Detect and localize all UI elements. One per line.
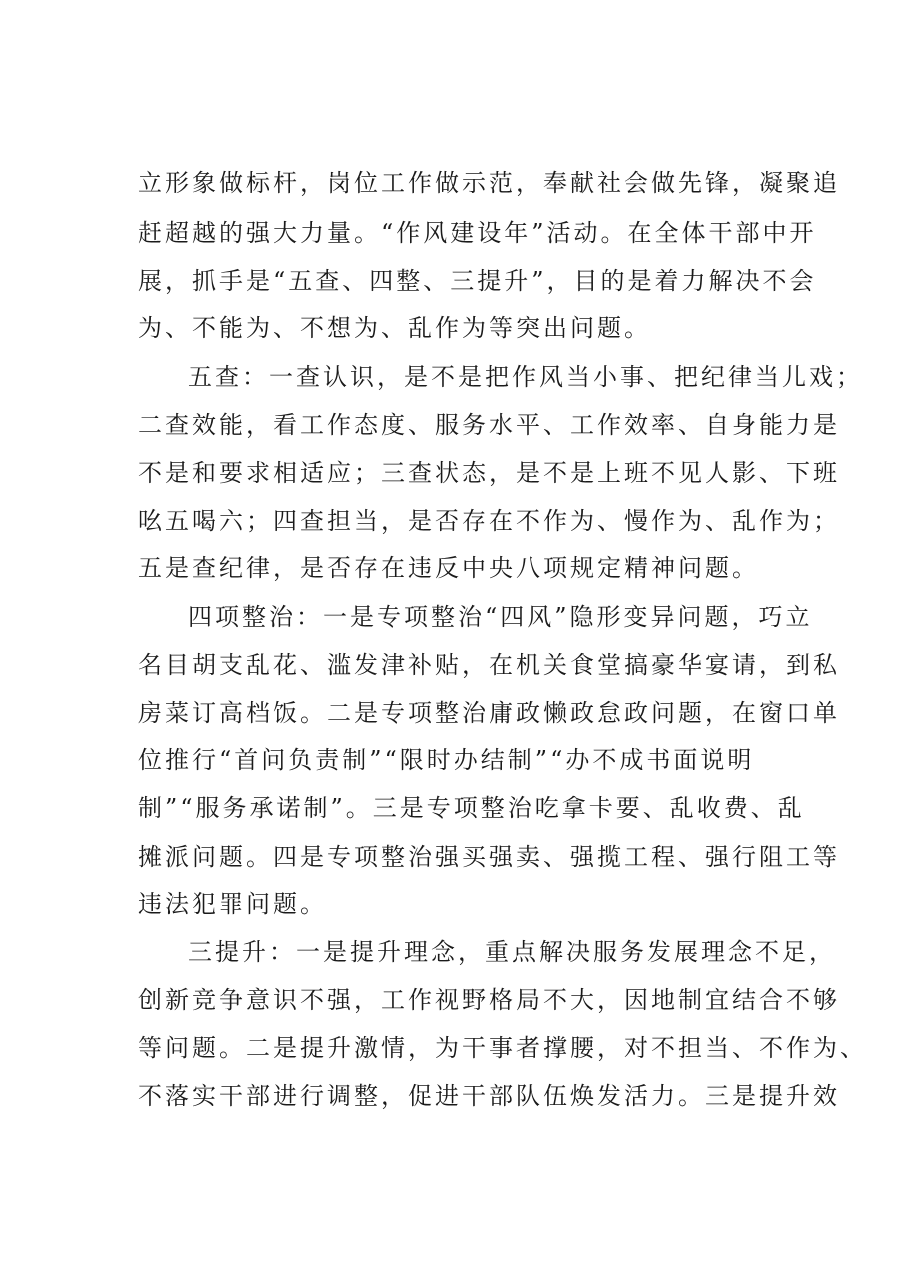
text-line: 房菜订高档饭。二是专项整治庸政懒政怠政问题，在窗口单 <box>138 699 840 727</box>
text-line: 五是查纪律，是否存在违反中央八项规定精神问题。 <box>138 554 759 582</box>
text-line: 名目胡支乱花、滥发津补贴，在机关食堂搞豪华宴请，到私 <box>138 651 840 679</box>
text-line: 位推行“首问负责制”“限时办结制”“办不成书面说明 <box>138 746 755 774</box>
text-line: 展，抓手是“五查、四整、三提升”，目的是着力解决不会 <box>138 267 817 295</box>
text-line: 二查效能，看工作态度、服务水平、工作效率、自身能力是 <box>138 411 840 439</box>
text-line: 赶超越的强大力量。“作风建设年”活动。在全体干部中开 <box>138 219 817 247</box>
paragraph-first-line: 五查：一查认识，是不是把作风当小事、把纪律当儿戏； <box>188 363 863 391</box>
text-line: 不落实干部进行调整，促进干部队伍焕发活力。三是提升效 <box>138 1082 840 1110</box>
text-line: 创新竞争意识不强，工作视野格局不大，因地制宜结合不够 <box>138 986 840 1014</box>
text-line: 制”“服务承诺制”。三是专项整治吃拿卡要、乱收费、乱 <box>138 794 805 822</box>
text-line: 立形象做标杆，岗位工作做示范，奉献社会做先锋，凝聚追 <box>138 169 840 197</box>
text-line: 等问题。二是提升激情，为干事者撑腰，对不担当、不作为、 <box>138 1034 867 1062</box>
text-line: 违法犯罪问题。 <box>138 890 327 918</box>
paragraph-first-line: 三提升：一是提升理念，重点解决服务发展理念不足， <box>188 938 836 966</box>
text-line: 为、不能为、不想为、乱作为等突出问题。 <box>138 314 651 342</box>
text-line: 摊派问题。四是专项整治强买强卖、强揽工程、强行阻工等 <box>138 843 840 871</box>
paragraph-first-line: 四项整治：一是专项整治“四风”隐形变异问题，巧立 <box>188 603 813 631</box>
text-line: 吆五喝六；四查担当，是否存在不作为、慢作为、乱作为； <box>138 507 840 535</box>
text-line: 不是和要求相适应；三查状态，是不是上班不见人影、下班 <box>138 459 840 487</box>
